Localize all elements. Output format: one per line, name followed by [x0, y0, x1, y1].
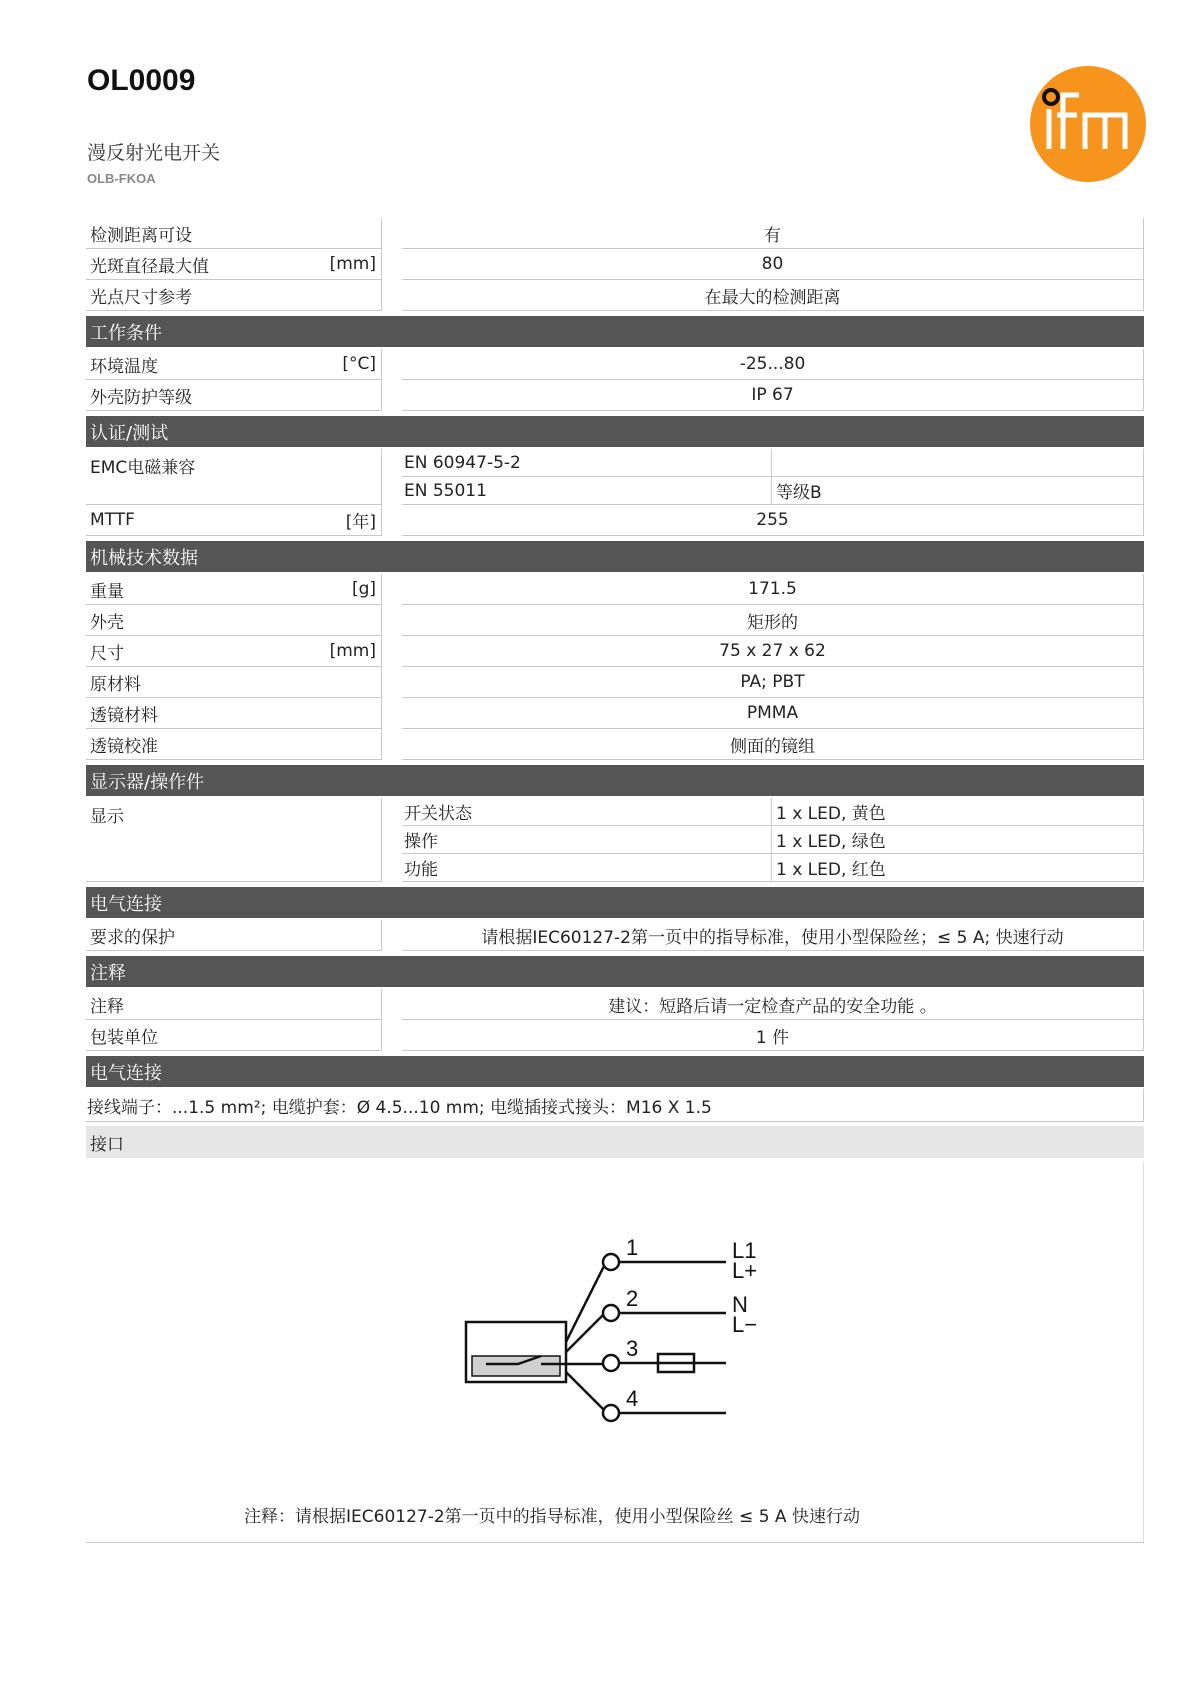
line-label-l1: L1 — [732, 1238, 757, 1263]
display-block — [86, 798, 1144, 882]
emc-standard: EN 60947-5-2 — [402, 449, 772, 477]
spec-label: 外壳 — [90, 612, 124, 633]
section-electrical: 电气连接 — [86, 887, 1144, 918]
spec-row — [86, 380, 1144, 411]
spec-row — [86, 1020, 1144, 1051]
spec-value: 75 x 27 x 62 — [402, 636, 1144, 667]
spec-label: 透镜校准 — [90, 736, 158, 757]
spec-row — [86, 636, 1144, 667]
emc-standard: EN 55011 — [402, 477, 772, 505]
spec-value: -25...80 — [402, 349, 1144, 380]
spec-row — [86, 280, 1144, 311]
section-connection: 电气连接 — [86, 1056, 1144, 1087]
spec-unit: [g] — [351, 579, 376, 599]
spec-label: 环境温度 — [90, 356, 158, 377]
spec-row — [86, 698, 1144, 729]
spec-unit: [mm] — [329, 254, 376, 274]
spec-value: 侧面的镜组 — [402, 729, 1144, 760]
section-approvals: 认证/测试 — [86, 416, 1144, 447]
emc-note: 等级B — [772, 477, 1144, 505]
section-remarks: 注释 — [86, 956, 1144, 987]
terminal-3: 3 — [626, 1336, 639, 1361]
mttf-unit: [年] — [345, 512, 376, 533]
display-item-name: 开关状态 — [402, 798, 772, 826]
datasheet — [86, 218, 1144, 1543]
display-item-value: 1 x LED, 红色 — [772, 854, 1144, 882]
spec-row — [86, 605, 1144, 636]
spec-row — [86, 249, 1144, 280]
interface-note: 注释：请根据IEC60127-2第一页中的指导标准，使用小型保险丝 ≤ 5 A 快速行动 — [244, 1507, 860, 1527]
interface-header: 接口 — [86, 1126, 1144, 1158]
section-mechanical: 机械技术数据 — [86, 541, 1144, 572]
mttf-label: MTTF — [90, 510, 135, 530]
spec-row — [86, 218, 1144, 249]
display-label: 显示 — [86, 798, 382, 882]
spec-label: 重量 — [90, 581, 124, 602]
spec-label: 光斑直径最大值 — [90, 256, 209, 277]
wiring-diagram-svg — [456, 1232, 786, 1472]
spec-label: 要求的保护 — [90, 927, 175, 948]
line-label-lminus: L− — [732, 1312, 758, 1337]
spec-row — [86, 574, 1144, 605]
spec-value: 在最大的检测距离 — [402, 280, 1144, 311]
terminal-1: 1 — [626, 1235, 639, 1260]
display-item-name: 功能 — [402, 854, 772, 882]
product-title: OL0009 — [87, 64, 196, 97]
spec-label: 检测距离可设 — [90, 225, 192, 246]
spec-row — [86, 920, 1144, 951]
spec-label: 包装单位 — [90, 1027, 158, 1048]
emc-block — [86, 449, 1144, 505]
spec-value: 建议：短路后请一定检查产品的安全功能 。 — [402, 989, 1144, 1020]
mttf-row — [86, 505, 1144, 536]
wiring-diagram — [86, 1162, 1144, 1543]
spec-row — [86, 729, 1144, 760]
emc-note — [772, 449, 1144, 477]
spec-label: 尺寸 — [90, 643, 124, 664]
spec-value: 80 — [402, 249, 1144, 280]
spec-value: PA; PBT — [402, 667, 1144, 698]
product-code: OLB-FKOA — [87, 171, 156, 186]
spec-value: PMMA — [402, 698, 1144, 729]
connection-text: 接线端子：...1.5 mm²; 电缆护套：Ø 4.5...10 mm; 电缆插接式接头：M16 X 1.5 — [86, 1089, 1144, 1122]
terminal-4: 4 — [626, 1386, 639, 1411]
spec-value: 矩形的 — [402, 605, 1144, 636]
emc-label: EMC电磁兼容 — [86, 449, 382, 505]
spec-value: IP 67 — [402, 380, 1144, 411]
spec-unit: [°C] — [342, 354, 376, 374]
spec-label: 透镜材料 — [90, 705, 158, 726]
line-label-lplus: L+ — [732, 1258, 758, 1283]
spec-label: 外壳防护等级 — [90, 387, 192, 408]
spec-row — [86, 349, 1144, 380]
section-display: 显示器/操作件 — [86, 765, 1144, 796]
display-item-value: 1 x LED, 黄色 — [772, 798, 1144, 826]
spec-value: 1 件 — [402, 1020, 1144, 1051]
spec-value: 171.5 — [402, 574, 1144, 605]
section-operating-conditions: 工作条件 — [86, 316, 1144, 347]
spec-unit: [mm] — [329, 641, 376, 661]
display-item-name: 操作 — [402, 826, 772, 854]
spec-value: 请根据IEC60127-2第一页中的指导标准，使用小型保险丝；≤ 5 A; 快速行动 — [402, 920, 1144, 951]
ifm-logo — [1029, 65, 1147, 183]
spec-row — [86, 989, 1144, 1020]
spec-label: 原材料 — [90, 674, 141, 695]
product-subtitle: 漫反射光电开关 — [87, 142, 221, 164]
display-item-value: 1 x LED, 绿色 — [772, 826, 1144, 854]
spec-label: 注释 — [90, 996, 124, 1017]
mttf-value: 255 — [402, 505, 1144, 536]
spec-row — [86, 667, 1144, 698]
line-label-n: N — [732, 1292, 748, 1317]
spec-value: 有 — [402, 218, 1144, 249]
terminal-2: 2 — [626, 1286, 639, 1311]
spec-label: 光点尺寸参考 — [90, 287, 192, 308]
